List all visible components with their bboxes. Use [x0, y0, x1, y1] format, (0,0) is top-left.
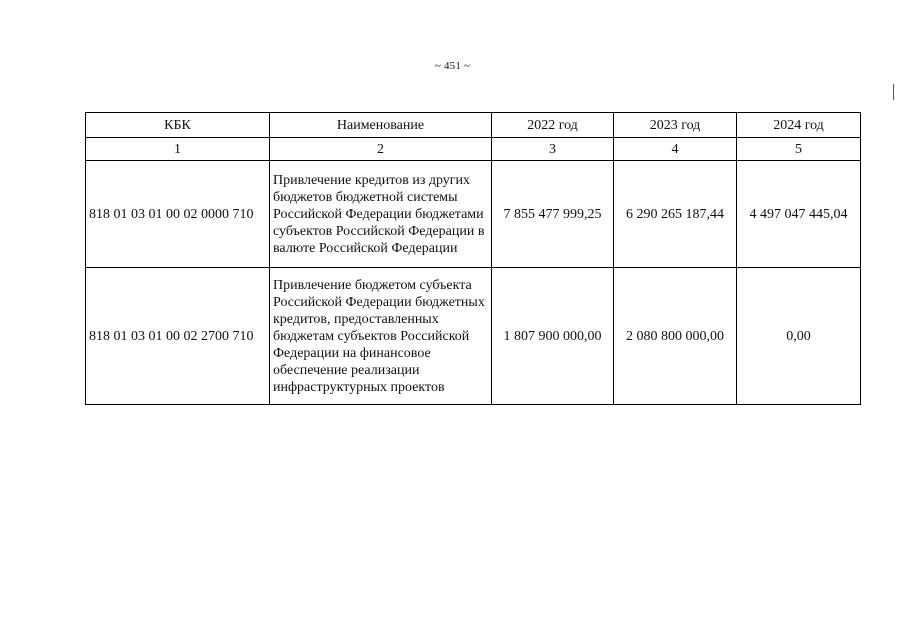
- amount-2022-cell: 7 855 477 999,25: [492, 161, 614, 268]
- column-number: 5: [737, 138, 861, 161]
- kbk-cell: 818 01 03 01 00 02 2700 710: [86, 268, 270, 405]
- budget-table: [85, 112, 861, 405]
- page-number: ~ 451 ~: [434, 60, 471, 72]
- amount-2022-cell: 1 807 900 000,00: [492, 268, 614, 405]
- column-number: 1: [86, 138, 270, 161]
- table-header-row: [86, 113, 861, 138]
- amount-2023-cell: 6 290 265 187,44: [614, 161, 737, 268]
- amount-2024-cell: 0,00: [737, 268, 861, 405]
- column-header-2023: 2023 год: [614, 113, 737, 138]
- table-row: [86, 161, 861, 268]
- column-number: 2: [270, 138, 492, 161]
- column-header-2022: 2022 год: [492, 113, 614, 138]
- column-numbering-row: [86, 138, 861, 161]
- column-header-name: Наименование: [270, 113, 492, 138]
- amount-2024-cell: 4 497 047 445,04: [737, 161, 861, 268]
- name-cell: Привлечение бюджетом субъекта Российской Федерации бюджетных кредитов, предоставленных бюджетам субъектов Российской Федерации на финансовое обеспечение реализации инфраструктурных проектов: [270, 268, 492, 405]
- column-header-kbk: КБК: [86, 113, 270, 138]
- column-number: 4: [614, 138, 737, 161]
- amount-2023-cell: 2 080 800 000,00: [614, 268, 737, 405]
- name-cell: Привлечение кредитов из других бюджетов бюджетной системы Российской Федерации бюджетами субъектов Российской Федерации в валюте Российской Федерации: [270, 161, 492, 268]
- column-header-2024: 2024 год: [737, 113, 861, 138]
- column-number: 3: [492, 138, 614, 161]
- kbk-cell: 818 01 03 01 00 02 0000 710: [86, 161, 270, 268]
- table-row: [86, 268, 861, 405]
- margin-mark: [893, 84, 894, 100]
